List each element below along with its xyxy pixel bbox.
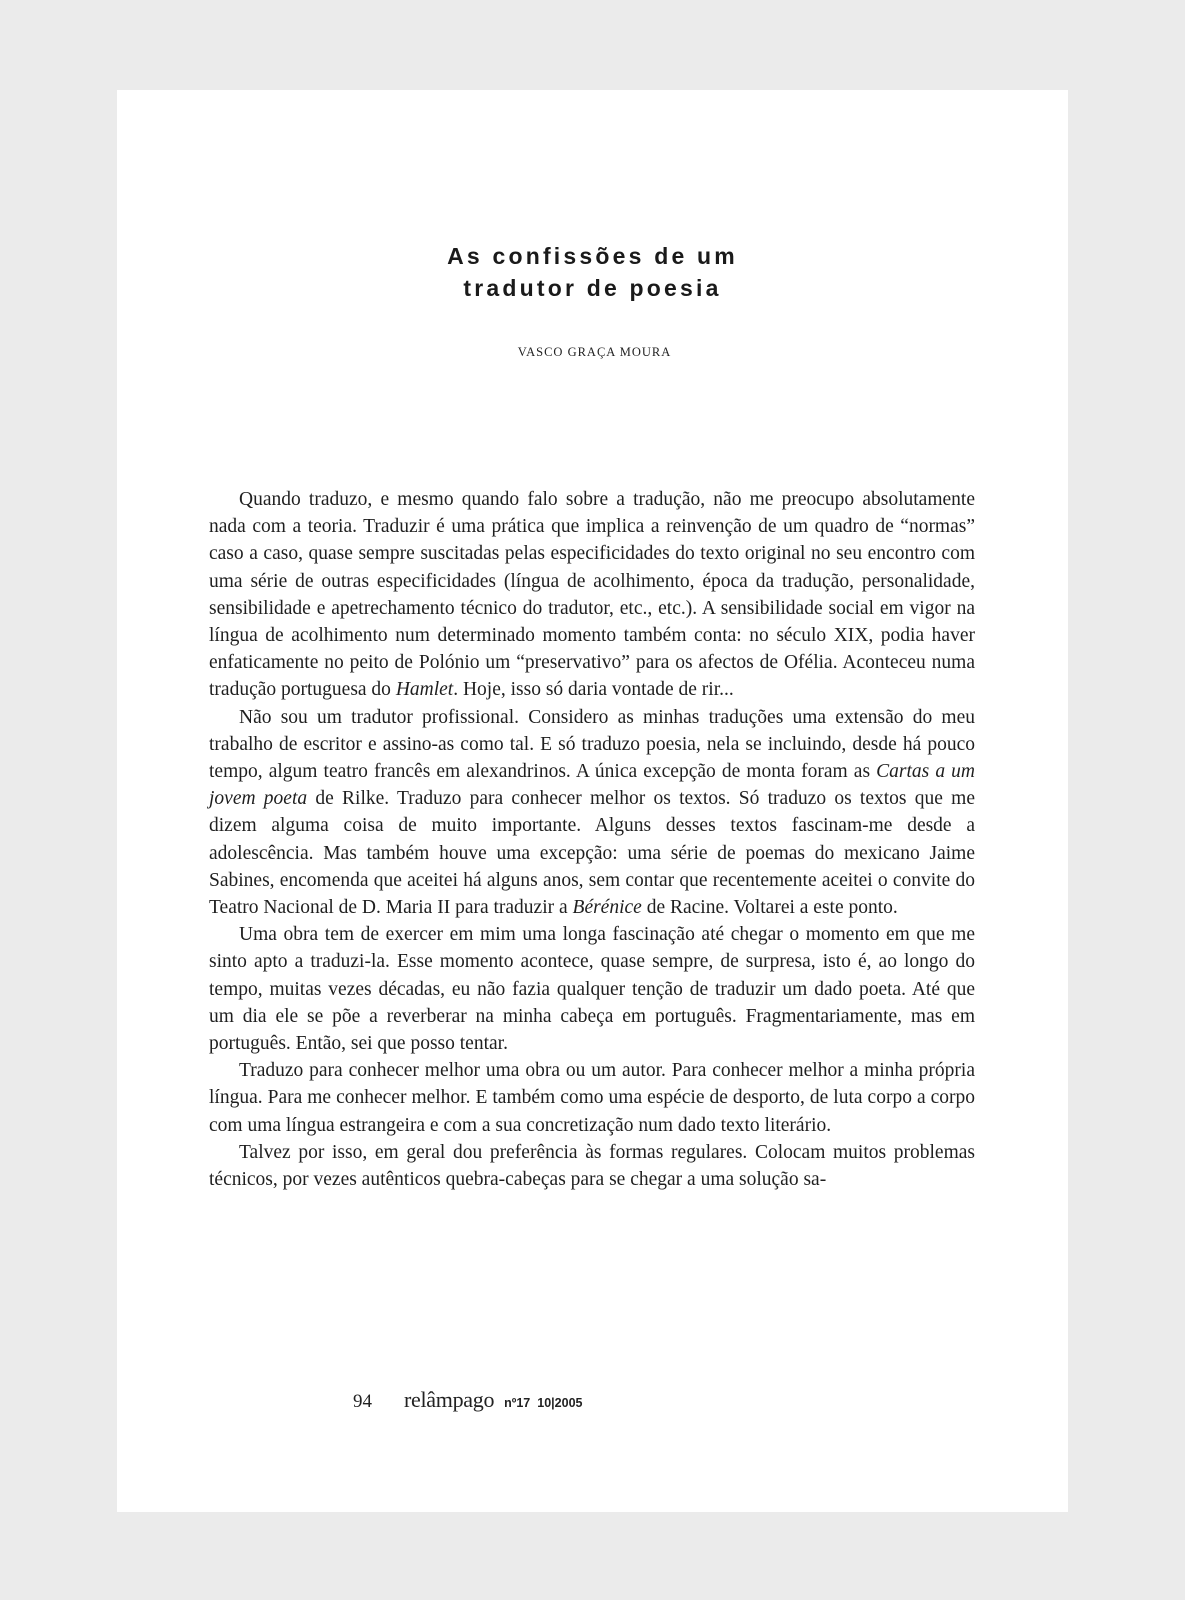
article-title-line-2: tradutor de poesia [463, 275, 722, 301]
page-footer [353, 1387, 582, 1413]
paragraph-2-text-b: de Rilke. Traduzo para conhecer melhor os textos. Só traduzo os textos que me dizem alguma coisa de muito importante. Alguns desses textos fascinam-me desde a adolescência. Mas também houve uma excepção: uma série de poemas do mexicano Jaime Sabines, encomenda que aceitei há alguns anos, sem contar que recentemente aceitei o convite do Teatro Nacional de D. Maria II para traduzir a [209, 788, 975, 919]
paragraph-2-text-c: de Racine. Voltarei a este ponto. [641, 897, 898, 919]
paragraph-2 [209, 704, 975, 922]
issue-number: nº17 [504, 1396, 531, 1410]
paragraph-1-text-b: . Hoje, isso só daria vontade de rir... [453, 679, 734, 701]
page-number: 94 [353, 1391, 372, 1412]
issue-date: 10|2005 [537, 1396, 583, 1410]
paragraph-2-text-a: Não sou um tradutor profissional. Considero as minhas traduções uma extensão do meu trabalho de escritor e assino-as como tal. E só traduzo poesia, nela se incluindo, desde há pouco tempo, algum teatro francês em alexandrinos. A única excepção de monta foram as [209, 706, 975, 783]
berenice-title: Bérénice [572, 897, 642, 919]
article-title [117, 240, 1068, 304]
rilke-book-title: Cartas a um jovem poeta [209, 761, 975, 810]
magazine-name: relâmpago [404, 1387, 495, 1412]
paragraph-1-text-a: Quando traduzo, e mesmo quando falo sobre a tradução, não me preocupo absolutamente nada com a teoria. Traduzir é uma prática que implica a reinvenção de um quadro de “normas” caso a caso, quase sempre suscitadas pelas especificidades do texto original no seu encontro com uma série de outras especificidades (língua de acolhimento, época da tradução, personalidade, sensibilidade e apetrechamento técnico do tradutor, etc., etc.). A sensibilidade social em vigor na língua de acolhimento num determinado momento também conta: no século XIX, podia haver enfaticamente no peito de Polónio um “preservativo” para os afectos de Ofélia. Aconteceu numa tradução portuguesa do [209, 489, 975, 701]
article-body [209, 486, 975, 1193]
paragraph-4: Traduzo para conhecer melhor uma obra ou um autor. Para conhecer melhor a minha própria língua. Para me conhecer melhor. E também como uma espécie de desporto, de luta corpo a corpo com uma língua estrangeira e com a sua concretização num dado texto literário. [209, 1060, 975, 1136]
paragraph-5: Talvez por isso, em geral dou preferência às formas regulares. Colocam muitos problemas técnicos, por vezes autênticos quebra-cabeças para se chegar a uma solução sa- [209, 1141, 975, 1191]
page [117, 90, 1068, 1512]
paragraph-1 [209, 486, 975, 704]
article-title-line-1: As confissões de um [447, 243, 738, 269]
article-author: VASCO GRAÇA MOURA [517, 345, 672, 359]
hamlet-title: Hamlet [395, 679, 454, 701]
paragraph-3: Uma obra tem de exercer em mim uma longa fascinação até chegar o momento em que me sinto apto a traduzi-la. Esse momento acontece, quase sempre, de surpresa, isto é, ao longo do tempo, muitas vezes décadas, eu não fazia qualquer tenção de traduzir um dado poeta. Até que um dia ele se põe a reverberar na minha cabeça em português. Fragmentariamente, mas em português. Então, sei que posso tentar. [209, 924, 975, 1055]
